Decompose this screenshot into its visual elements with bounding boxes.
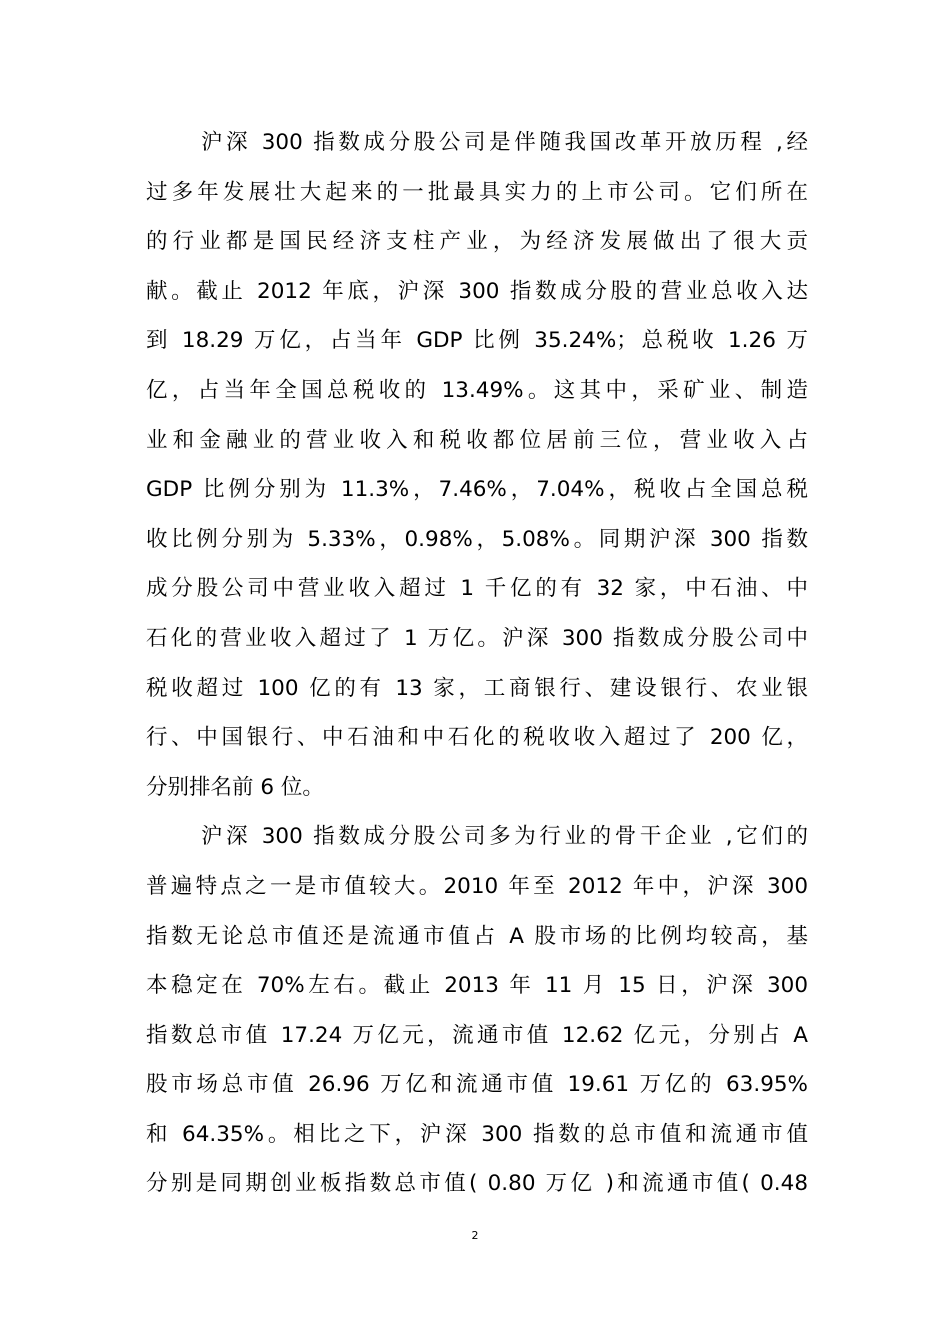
paragraph-line: 到 18.29 万亿，占当年 GDP 比例 35.24%；总税收 1.26 万 bbox=[146, 328, 808, 354]
paragraph-line: 分别排名前 6 位。 bbox=[146, 774, 324, 800]
paragraph-line: 献。截止 2012 年底，沪深 300 指数成分股的营业总收入达 bbox=[146, 278, 808, 304]
paragraph-line: 本稳定在 70%左右。截止 2013 年 11 月 15 日，沪深 300 bbox=[146, 973, 808, 999]
paragraph-line: 税收超过 100 亿的有 13 家，工商银行、建设银行、农业银 bbox=[146, 675, 808, 701]
document-body bbox=[146, 118, 808, 1209]
paragraph-line: 亿，占当年全国总税收的 13.49%。这其中，采矿业、制造 bbox=[146, 377, 808, 403]
paragraph-2 bbox=[146, 812, 808, 1209]
paragraph-line: 指数总市值 17.24 万亿元，流通市值 12.62 亿元，分别占 A bbox=[146, 1022, 808, 1048]
paragraph-line: 分别是同期创业板指数总市值( 0.80 万亿 )和流通市值( 0.48 bbox=[146, 1171, 808, 1197]
paragraph-line: 普遍特点之一是市值较大。2010 年至 2012 年中，沪深 300 bbox=[146, 873, 808, 899]
paragraph-line: 行、中国银行、中石油和中石化的税收收入超过了 200 亿， bbox=[146, 725, 808, 751]
paragraph-line: 股市场总市值 26.96 万亿和流通市值 19.61 万亿的 63.95% bbox=[146, 1072, 808, 1098]
paragraph-1 bbox=[146, 118, 808, 812]
paragraph-line: 沪深 300 指数成分股公司是伴随我国改革开放历程 ,经 bbox=[201, 130, 808, 155]
paragraph-line: 收比例分别为 5.33%，0.98%，5.08%。同期沪深 300 指数 bbox=[146, 526, 808, 552]
paragraph-line: 业和金融业的营业收入和税收都位居前三位，营业收入占 bbox=[146, 427, 808, 453]
paragraph-line: GDP 比例分别为 11.3%，7.46%，7.04%，税收占全国总税 bbox=[146, 477, 808, 503]
paragraph-line: 指数无论总市值还是流通市值占 A 股市场的比例均较高，基 bbox=[146, 923, 808, 949]
paragraph-line: 石化的营业收入超过了 1 万亿。沪深 300 指数成分股公司中 bbox=[146, 625, 808, 651]
paragraph-line: 成分股公司中营业收入超过 1 千亿的有 32 家，中石油、中 bbox=[146, 576, 808, 602]
paragraph-line: 和 64.35%。相比之下，沪深 300 指数的总市值和流通市值 bbox=[146, 1121, 808, 1147]
paragraph-line: 沪深 300 指数成分股公司多为行业的骨干企业 ,它们的 bbox=[201, 824, 808, 850]
paragraph-line: 过多年发展壮大起来的一批最具实力的上市公司。它们所在 bbox=[146, 179, 808, 205]
paragraph-line: 的行业都是国民经济支柱产业，为经济发展做出了很大贡 bbox=[146, 229, 808, 255]
page-number: 2 bbox=[471, 1229, 479, 1242]
